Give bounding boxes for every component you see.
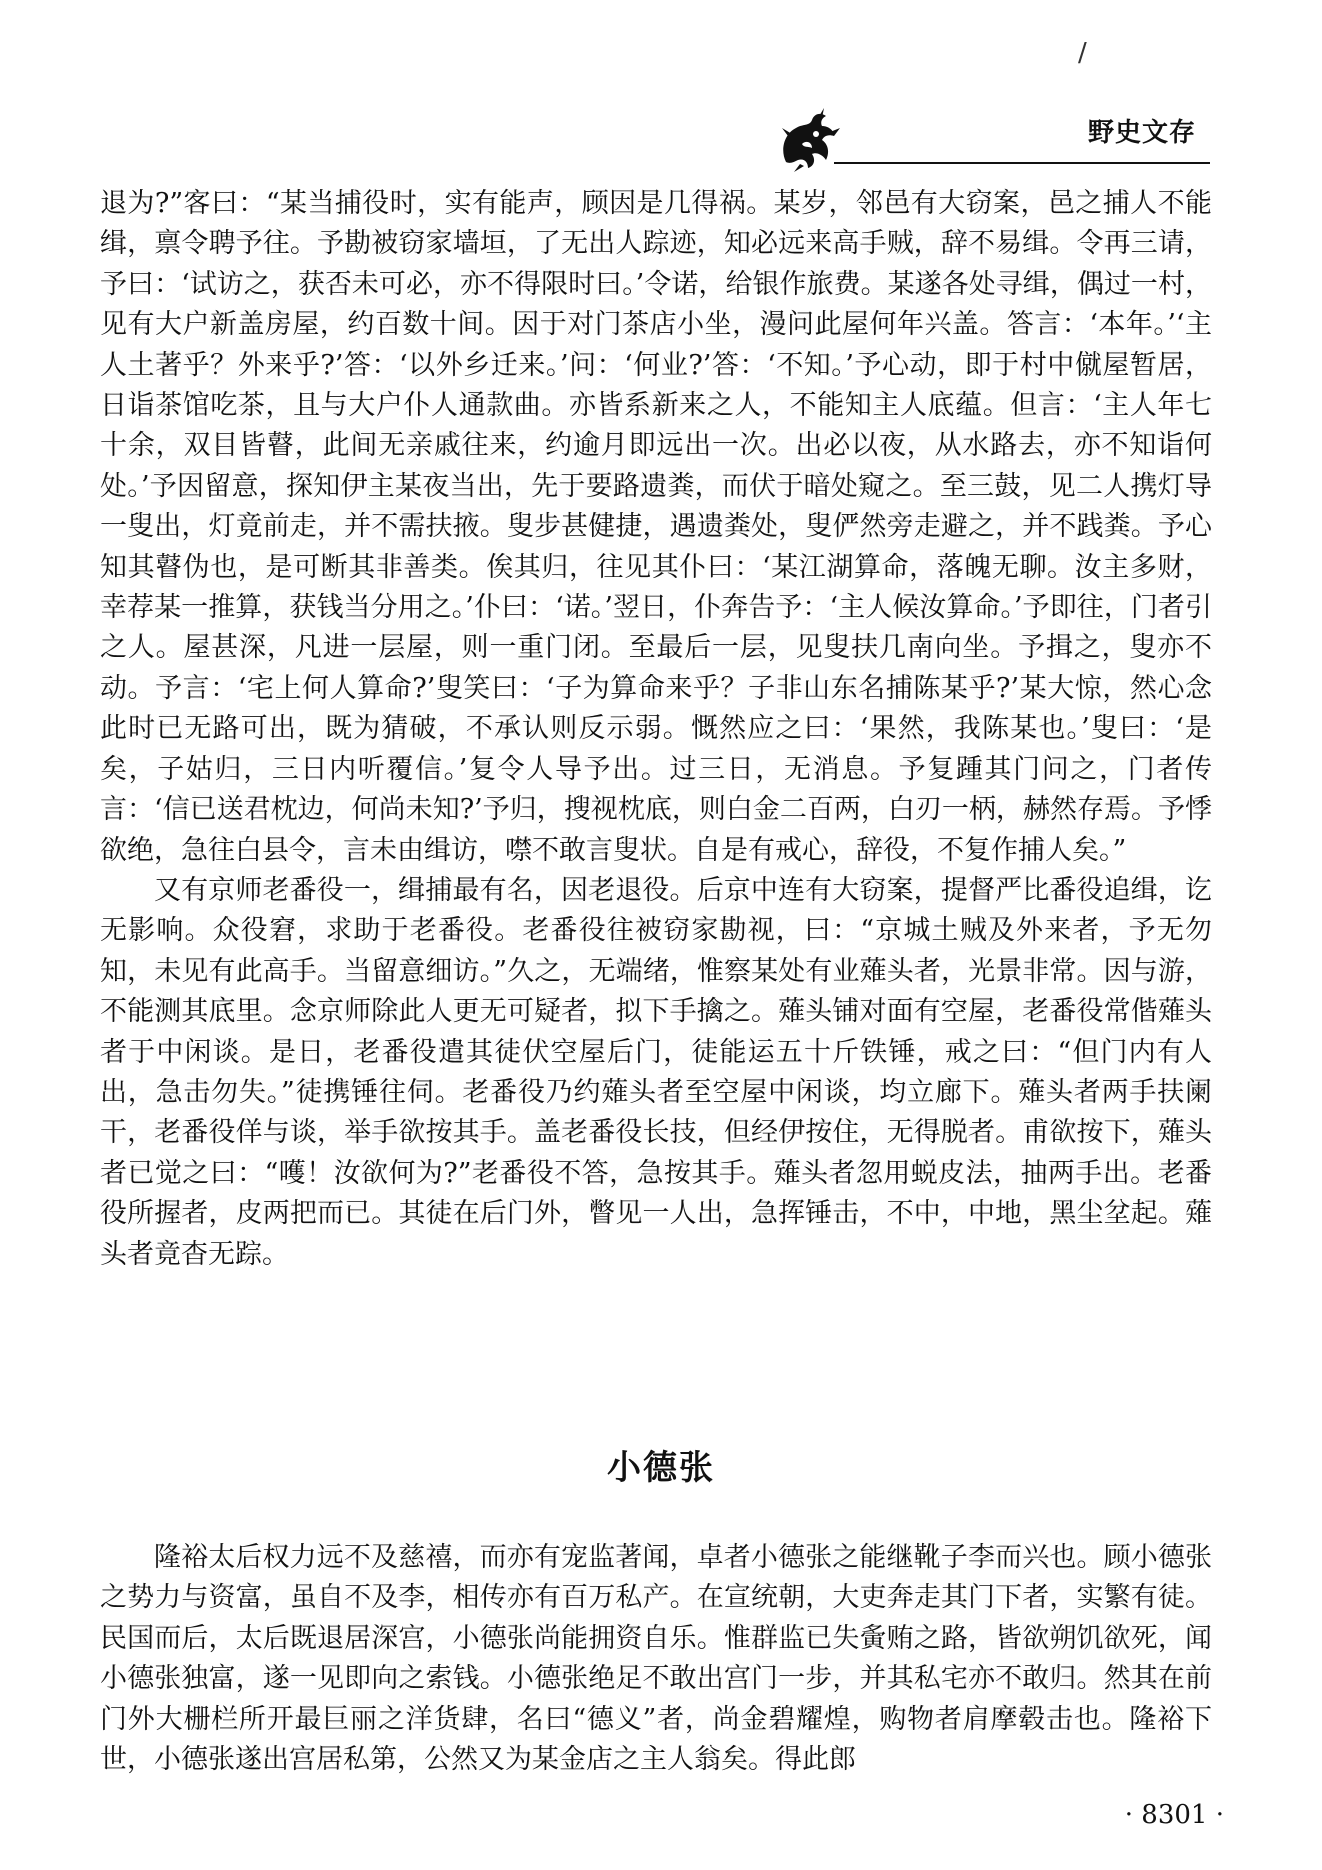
- section-title: 小德张: [607, 1448, 715, 1488]
- paragraph: 退为?”客曰：“某当捕役时，实有能声，顾因是几得祸。某岁，邻邑有大窃案，邑之捕人不能缉，禀令聘予往。予勘被窃家墙垣，了无出人踪迹，知必远来高手贼，辞不易缉。令再三请，予曰：‘试访之，获否未可必，亦不得限时曰。’令诺，给银作旅费。某遂各处寻缉，偶过一村，见有大户新盖房屋，约百数十间。因于对门茶店小坐，漫问此屋何年兴盖。答言：‘本年。’‘主人土著乎？外来乎?’答：‘以外乡迁来。’问：‘何业?’答：‘不知。’予心动，即于村中僦屋暂居，日诣茶馆吃茶，且与大户仆人通款曲。亦皆系新来之人，不能知主人底蕴。但言：‘主人年七十余，双目皆瞽，此间无亲戚往来，约逾月即远出一次。出必以夜，从水路去，亦不知诣何处。’予因留意，探知伊主某夜当出，先于要路遗粪，而伏于暗处窥之。至三鼓，见二人携灯导一叟出，灯竟前走，并不需扶掖。叟步甚健捷，遇遗粪处，叟俨然旁走避之，并不践粪。予心知其瞽伪也，是可断其非善类。俟其归，往见其仆曰：‘某江湖算命，落魄无聊。汝主多财，幸荐某一推算，获钱当分用之。’仆曰：‘诺。’翌日，仆奔告予：‘主人候汝算命。’予即往，门者引之人。屋甚深，凡进一层屋，则一重门闭。至最后一层，见叟扶几南向坐。予揖之，叟亦不动。予言：‘宅上何人算命?’叟笑曰：‘子为算命来乎？子非山东名捕陈某乎?’某大惊，然心念此时已无路可出，既为猜破，不承认则反示弱。慨然应之曰：‘果然，我陈某也。’叟曰：‘是矣，子姑归，三日内听覆信。’复令人导予出。过三日，无消息。予复踵其门问之，门者传言：‘信已送君枕边，何尚未知?’予归，搜视枕底，则白金二百两，白刃一柄，赫然存焉。予悸欲绝，急往白县令，言未由缉访，噤不敢言叟状。自是有戒心，辞役，不复作捕人矣。”: [100, 188, 1212, 866]
- page-number: · 8301 ·: [1124, 1800, 1224, 1830]
- book-title: 野史文存: [1087, 118, 1196, 148]
- story-2-text: [100, 1538, 1212, 1780]
- running-header: [770, 98, 1210, 182]
- paragraph: 又有京师老番役一，缉捕最有名，因老退役。后京中连有大窃案，提督严比番役追缉，讫无影响。众役窘，求助于老番役。老番役往被窃家勘视，曰：“京城土贼及外来者，予无勿知，未见有此高手。当留意细访。”久之，无端绪，惟察某处有业薙头者，光景非常。因与游，不能测其底里。念京师除此人更无可疑者，拟下手擒之。薙头铺对面有空屋，老番役常偕薙头者于中闲谈。是日，老番役遣其徒伏空屋后门，徒能运五十斤铁锤，戒之曰：“但门内有人出，急击勿失。”徒携锤往伺。老番役乃约薙头者至空屋中闲谈，均立廊下。薙头者两手扶阑干，老番役佯与谈，举手欲按其手。盖老番役长技，但经伊按住，无得脱者。甫欲按下，薙头者已觉之曰：“嚄！汝欲何为?”老番役不答，急按其手。薙头者忽用蜕皮法，抽两手出。老番役所握者，皮两把而已。其徒在后门外，瞥见一人出，急挥锤击，不中，中地，黑尘坌起。薙头者竟杳无踪。: [100, 874, 1212, 1270]
- paragraph: 隆裕太后权力远不及慈禧，而亦有宠监著闻，卓者小德张之能继靴子李而兴也。顾小德张之势力与资富，虽自不及李，相传亦有百万私产。在宣统朝，大吏奔走其门下者，实繁有徒。民国而后，太后既退居深宫，小德张尚能拥资自乐。惟群监已失夤贿之路，皆欲朔饥欲死，闻小德张独富，遂一见即向之索钱。小德张绝足不敢出宫门一步，并其私宅亦不敢归。然其在前门外大栅栏所开最巨丽之洋货肆，名曰“德义”者，尚金碧耀煌，购物者肩摩毂击也。隆裕下世，小德张遂出宫居私第，公然又为某金店之主人翁矣。得此郎: [100, 1542, 1212, 1776]
- dragon-icon: [772, 104, 844, 176]
- corner-mark: /: [1078, 38, 1087, 68]
- header-rule: [834, 162, 1210, 164]
- story-1-text: [100, 184, 1212, 1275]
